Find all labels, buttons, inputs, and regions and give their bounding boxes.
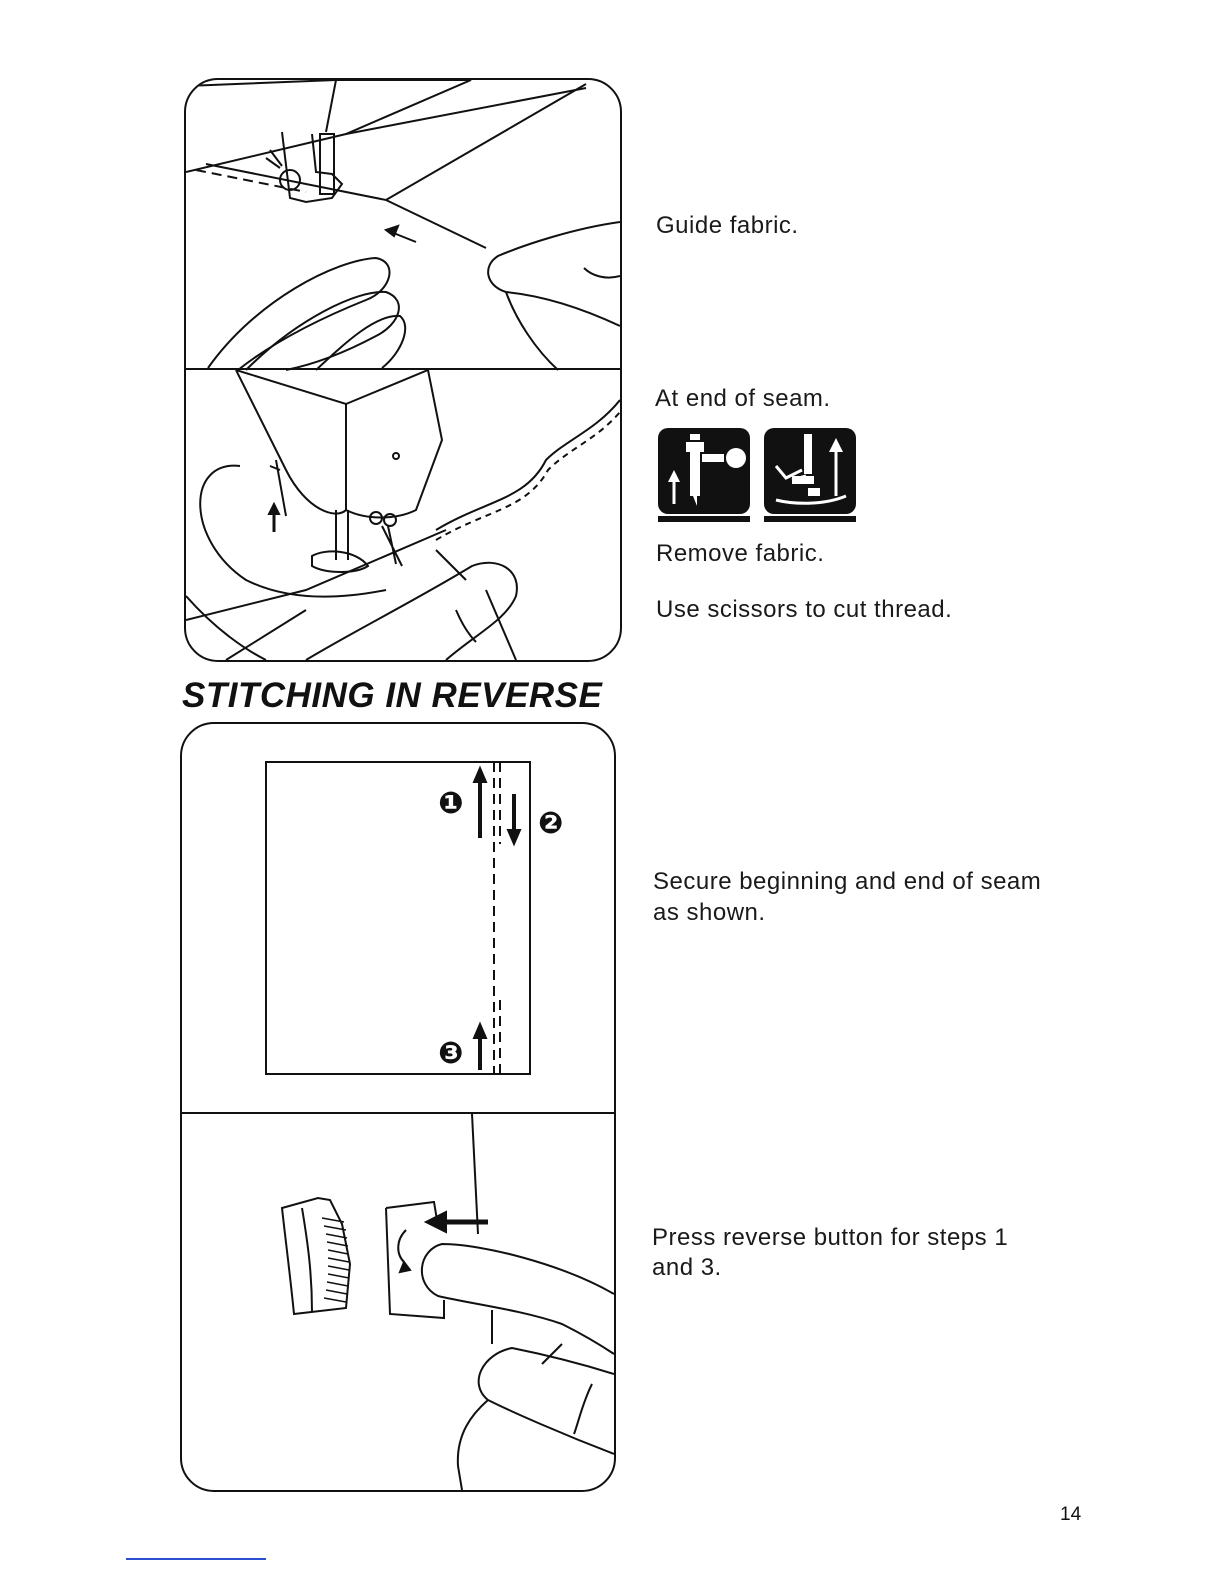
remove-fabric-illustration <box>186 370 620 660</box>
fabric-square <box>266 762 530 1074</box>
step-marker-1: ❶ <box>438 786 464 821</box>
footer-rule <box>126 1558 266 1560</box>
stitch-dial <box>282 1198 350 1314</box>
reverse-button-illustration <box>182 1114 614 1490</box>
caption-use-scissors: Use scissors to cut thread. <box>656 596 953 623</box>
bottom-illustration-panel <box>180 722 616 1492</box>
needle-up-icon <box>656 426 752 524</box>
section-heading: STITCHING IN REVERSE <box>182 676 603 715</box>
caption-remove-fabric: Remove fabric. <box>656 540 825 567</box>
caption-secure-line-2: as shown. <box>653 899 766 926</box>
caption-press-line-2: and 3. <box>652 1254 722 1281</box>
page-number: 14 <box>1060 1504 1082 1525</box>
top-illustration-panel <box>184 78 622 662</box>
reverse-seam-diagram <box>182 724 614 1114</box>
caption-secure-line-1: Secure beginning and end of seam <box>653 868 1042 895</box>
caption-press-line-1: Press reverse button for steps 1 <box>652 1224 1009 1251</box>
step-marker-2: ❷ <box>538 806 564 841</box>
presser-foot-up-icon <box>762 426 858 524</box>
step-marker-3: ❸ <box>438 1036 464 1071</box>
caption-guide-fabric: Guide fabric. <box>656 212 799 239</box>
caption-end-of-seam: At end of seam. <box>655 385 831 412</box>
